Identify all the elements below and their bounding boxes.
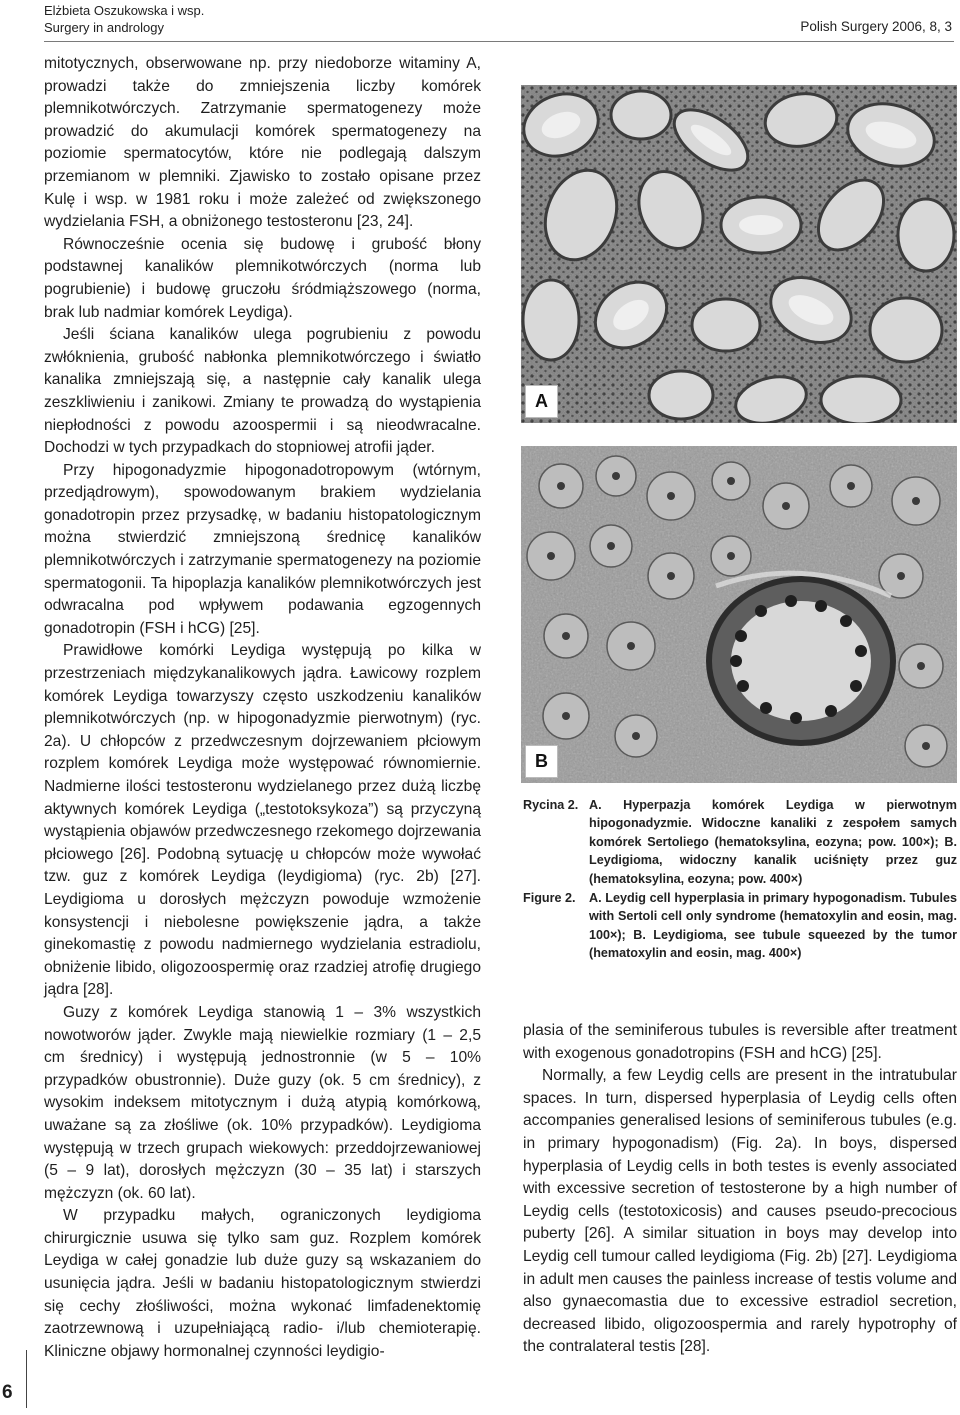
left-paragraph-5: Prawidłowe komórki Leydiga występują po kilka w przestrzeniach międzykanalikowych jądra. Ławicowy rozplem komórek Leydiga towarzyszy często uszkodzeniu kanalików plemnikotwórczych (np. w hipogonadyzmie pierwotnym) (ryc. 2a). U chłopców z przedwczesnym dojrzewaniem płciowym rozplem komórek Leydiga może występować równomiernie. Nadmierne ilości testosteronu wydzielanego przez dużą liczbę aktywnych komórek Leydiga („testotoksykoza”) są przyczyną wystąpienia objawów przedwczesnego rzekomego dojrzewania płciowego [26]. Podobną sytuację u chłopców może wywołać tzw. guz z komórek Leydiga (leydigioma) (ryc. 2b) [27]. Leydigioma u dorosłych mężczyzn powoduje wzmożenie konsystencji i niebolesne powiększenie jądra, a także ginekomastię z powodu nadmiernego wydzielania estradiolu, obniżenie libido, oligozoospermię oraz rzadziej atrofię drugiego jądra [28]. <box>44 642 481 999</box>
caption-polish-text: A. Hyperpazja komórek Leydiga w pierwotnym hipogonadyzmie. Widoczne kanaliki z zespołem samych komórek Sertoliego (hematoksylina, eozyna; pow. 100×); B. Leydigioma, widoczny kanalik uciśnięty przez guz (hematoksylina, eozyna; pow. 400×) <box>589 798 957 886</box>
left-paragraph-4: Przy hipogonadyzmie hipogonadotropowym (wtórnym, przedjądrowym), spowodowanym brakiem wydzielania gonadotropin przez przysadkę, w badaniu histopatologicznym można stwierdzić zmniejszoną średnicę kanalików plemnikotwórczych i zatrzymanie spermatogenezy na poziomie spermatogonii. Ta hipoplazja kanalików plemnikotwórczych jest odwracalna pod wpływem podawania egzogennych gonadotropin (FSH i hCG) [25]. <box>44 461 481 637</box>
caption-english-text: A. Leydig cell hyperplasia in primary hypogonadism. Tubules with Sertoli cell only syndrome (hematoxylin and eosin, mag. 100×); B. Leydigioma, see tubule squeezed by the tumor (hematoxylin and eosin, mag. 400×) <box>589 891 957 961</box>
caption-english-label: Figure 2. <box>523 891 576 906</box>
page-number: 6 <box>2 1382 13 1403</box>
caption-polish <box>523 796 957 888</box>
left-paragraph-3: Jeśli ściana kanalików ulega pogrubieniu z powodu zwłóknienia, grubość nabłonka plemnikotwórczego i światło kanalika zmniejszają się, a następnie cały kanalik ulega zeszkliwieniu i zanikowi. Zmiany te prowadzą do wystąpienia niepłodności z powodu azoospermii i są nieodwracalne. Dochodzi w tych przypadkach do stopniowej atrofii jąder. <box>44 326 481 457</box>
caption-english <box>523 889 957 963</box>
left-paragraph-2: Równocześnie ocenia się budowę i grubość błony podstawnej kanalików plemnikotwórczych (norma lub pogrubienie) i budowę gruczołu śródmiąższowego (norma, brak lub nadmiar komórek Leydiga). <box>44 235 481 321</box>
header-authors: Elżbieta Oszukowska i wsp. <box>44 3 205 18</box>
header-title: Surgery in andrology <box>44 20 164 35</box>
right-paragraph-1: plasia of the seminiferous tubules is reversible after treatment with exogenous gonadotropins (FSH and hCG) [25]. <box>523 1022 957 1062</box>
right-paragraph-2: Normally, a few Leydig cells are present in the intratubular spaces. In turn, dispersed hyperplasia of Leydig cells often accompanies generalised lesions of seminiferous tubules (e.g. in primary hypogonadism) (Fig. 2a). In boys, dispersed hyperplasia of Leydig cells in both testes is evenly associated with excessive secretion of testosterone by a high number of Leydig cells (testotoxicosis) and causes pseudo-precocious puberty [26]. A similar situation in boys may develop into Leydig cell tumour called leydigioma (Fig. 2b) [27]. Leydigioma in adult men causes the painless increase of testis volume and also gynaecomastia due to excessive estradiol secretion, decreased libido, oligozoospermia and rarely hypotrophy of the contralateral testis [28]. <box>523 1067 957 1356</box>
panel-b-label: B <box>525 745 558 778</box>
margin-rule <box>26 1350 27 1408</box>
header-journal: Polish Surgery 2006, 8, 3 <box>800 19 952 34</box>
header-rule <box>44 41 954 42</box>
figure-caption <box>523 796 957 964</box>
panel-a-label: A <box>525 385 558 418</box>
left-paragraph-1: mitotycznych, obserwowane np. przy niedoborze witaminy A, prowadzi także do zmniejszenia liczby komórek plemnikotwórczych. Zatrzymanie spermatogenezy może prowadzić do akumulacji komórek spermatogenezy na poziomie spermatocytów, które nie podlegają dalszym przemianom w plemniki. Zjawisko to zostało opisane przez Kulę i wsp. w 1981 roku i może zależeć od zwiększonego wydzielania FSH, a obniżonego testosteronu [23, 24]. <box>44 55 481 231</box>
right-column-text <box>523 1020 957 1359</box>
micrograph-b-image <box>521 446 957 783</box>
micrograph-a-image <box>521 85 957 423</box>
left-paragraph-7: W przypadku małych, ograniczonych leydigioma chirurgicznie usuwa się tylko sam guz. Rozplem komórek Leydiga w całej gonadzie lub duże guzy są wskazaniem do usunięcia jądra. Jeśli w badaniu histopatologicznym stwierdzi się cechy złośliwości, można wykonać limfadenektomię zaotrzewnową i uzupełniającą radio- i/lub chemioterapię. Kliniczne objawy hormonalnej czynności leydigio- <box>44 1207 481 1360</box>
running-header-left <box>44 2 204 36</box>
left-column-text <box>44 53 481 1363</box>
left-paragraph-6: Guzy z komórek Leydiga stanowią 1 – 3% wszystkich nowotworów jąder. Zwykle mają niewielkie rozmiary (1 – 2,5 cm średnicy) i występują jednostronnie (w 5 – 10% przypadków obustronnie). Duże guzy (ok. 5 cm średnicy), z wysokim indeksem mitotycznym i dużą atypią komórkową, uważane są za złośliwe (ok. 10% przypadków). Leydigioma występują w trzech grupach wiekowych: przeddojrzewaniowej (5 – 9 lat), dorosłych mężczyzn (30 – 35 lat) i starszych mężczyzn (ok. 60 lat). <box>44 1003 481 1202</box>
figure-panel-a <box>521 85 957 423</box>
figure-panel-b <box>521 446 957 783</box>
caption-polish-label: Rycina 2. <box>523 798 579 812</box>
